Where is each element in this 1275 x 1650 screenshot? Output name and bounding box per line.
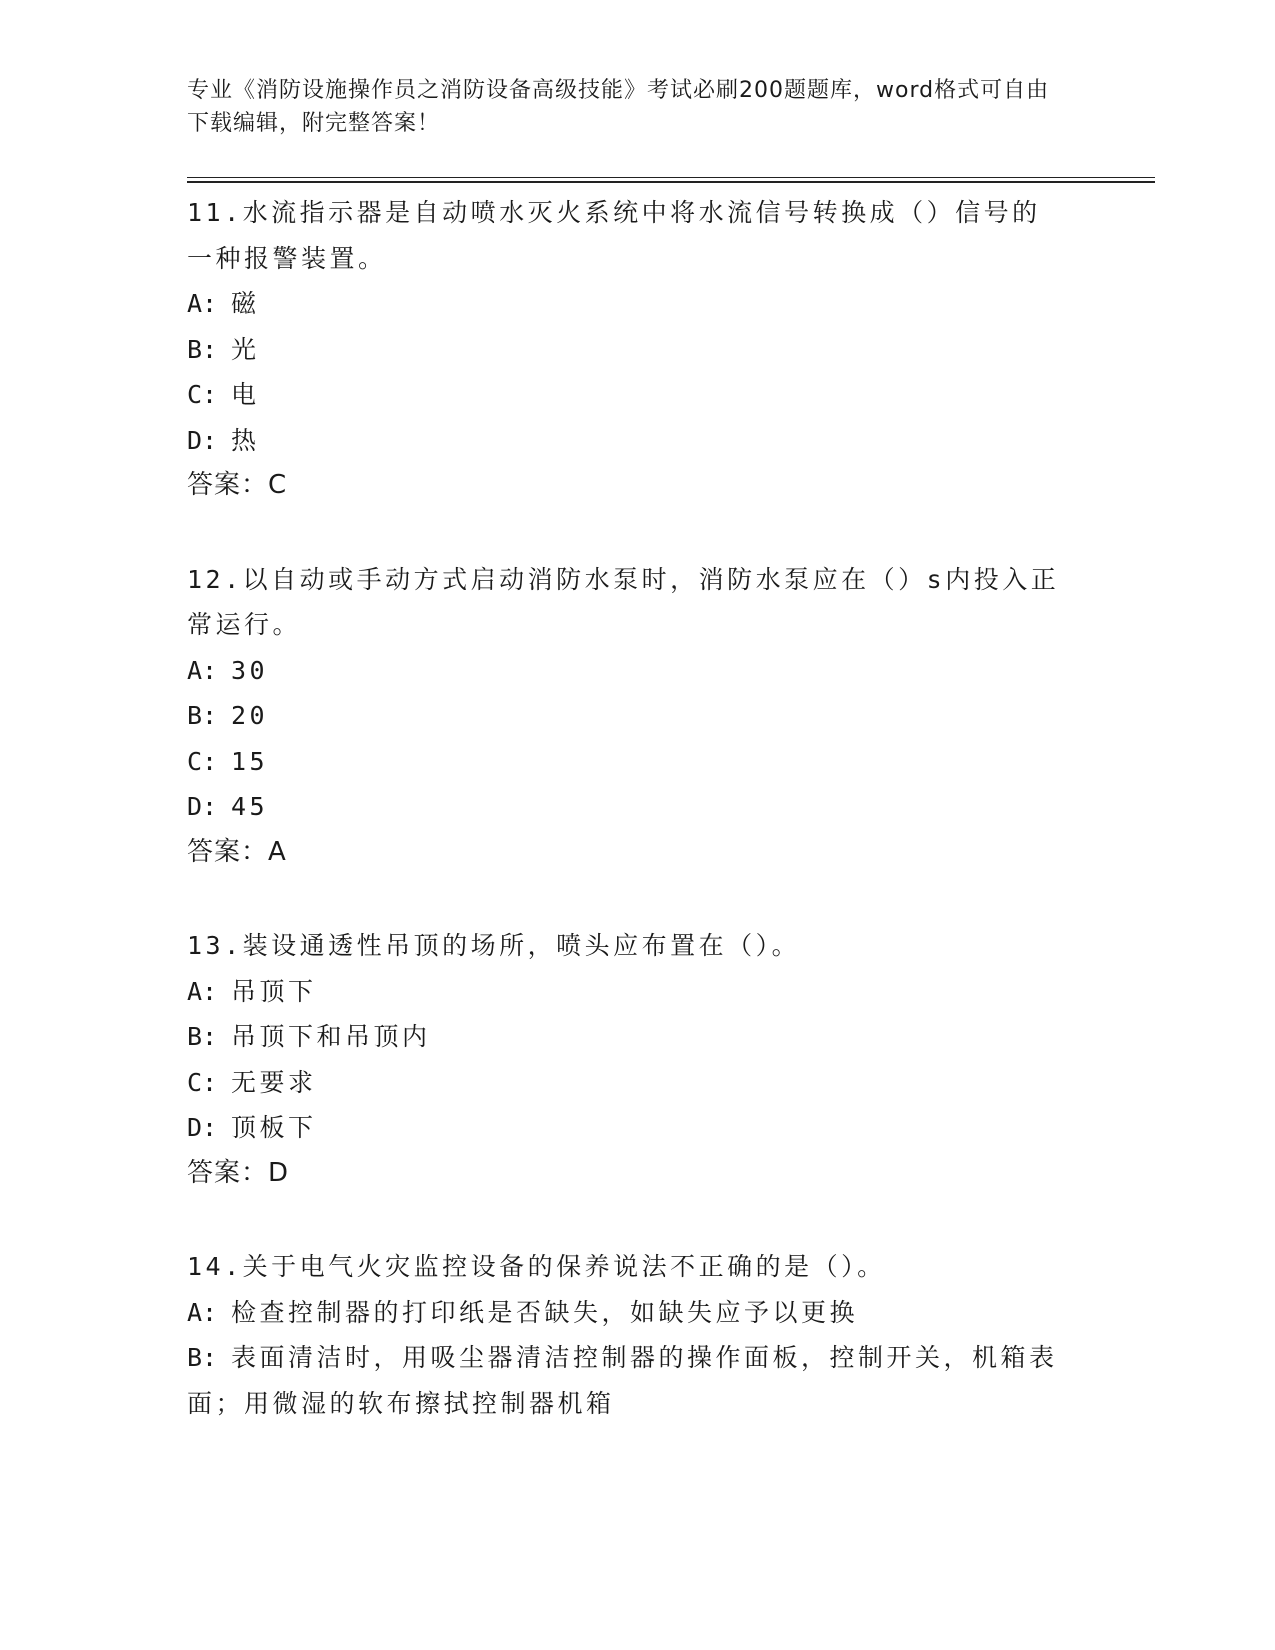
question-number: 14. [187,1252,243,1281]
option-c [187,372,1067,418]
answer-label: 答案： [187,470,269,500]
option-b [187,327,1067,373]
question-12 [187,557,1087,876]
answer-line [187,463,1087,509]
question-14 [187,1244,1087,1426]
question-stem [187,557,1067,648]
option-text: 45 [231,792,269,821]
option-b [187,1335,1067,1426]
option-letter: C: [187,1067,218,1097]
option-text: 顶板下 [231,1113,317,1142]
option-c [187,1060,1067,1106]
option-text: 磁 [231,289,260,318]
option-c [187,739,1067,785]
option-d [187,418,1067,464]
option-letter: D: [187,1113,218,1142]
option-a [187,969,1067,1015]
option-letter: C: [187,746,218,776]
option-d [187,1105,1067,1151]
option-letter: C: [187,380,218,409]
question-number: 13. [187,931,243,960]
question-stem [187,923,1067,969]
option-letter: A: [187,289,218,318]
answer-value: D [268,1157,290,1188]
answer-value: C [268,470,288,500]
question-stem [187,190,1067,281]
option-letter: A: [187,655,218,685]
option-a [187,1290,1067,1336]
option-text: 检查控制器的打印纸是否缺失，如缺失应予以更换 [231,1297,859,1327]
option-text: 15 [231,746,269,776]
question-list [187,190,1087,1474]
header-divider-thin [187,177,1155,178]
option-b [187,1014,1067,1060]
option-text: 热 [231,425,260,455]
option-text: 30 [231,655,269,685]
header-divider-thick [187,181,1155,183]
option-text: 电 [231,380,260,409]
answer-value: A [268,836,287,867]
question-text: 水流指示器是自动喷水灭火系统中将水流信号转换成（）信号的一种报警装置。 [187,198,1041,273]
question-text: 装设通透性吊顶的场所，喷头应布置在（）。 [242,931,801,960]
option-a [187,648,1067,694]
question-stem [187,1244,1067,1290]
option-text: 光 [231,334,260,364]
answer-line [187,830,1087,876]
option-letter: B: [187,1022,218,1051]
question-number: 12. [187,564,243,594]
answer-label: 答案： [187,1157,269,1188]
option-text: 表面清洁时，用吸尘器清洁控制器的操作面板，控制开关，机箱表面；用微湿的软布擦拭控制器机箱 [187,1343,1058,1418]
question-text: 以自动或手动方式启动消防水泵时，消防水泵应在（）s内投入正常运行。 [187,564,1060,639]
option-text: 吊顶下和吊顶内 [231,1022,431,1051]
option-letter: A: [187,1297,218,1327]
answer-line [187,1151,1087,1197]
option-text: 吊顶下 [231,976,317,1006]
document-header: 专业《消防设施操作员之消防设备高级技能》考试必刷200题题库，word格式可自由下载编辑，附完整答案！ [187,78,1050,136]
option-letter: D: [187,792,218,821]
option-a [187,281,1067,327]
option-letter: B: [187,701,218,730]
option-b [187,693,1067,739]
question-text: 关于电气火灾监控设备的保养说法不正确的是（）。 [242,1252,886,1281]
option-letter: D: [187,425,218,455]
option-text: 20 [231,701,269,730]
question-11 [187,190,1087,509]
option-letter: B: [187,1343,218,1372]
answer-label: 答案： [187,836,269,867]
option-text: 无要求 [231,1067,317,1097]
option-letter: B: [187,334,218,364]
option-letter: A: [187,976,218,1006]
question-number: 11. [187,198,243,227]
option-d [187,784,1067,830]
question-13 [187,923,1087,1196]
